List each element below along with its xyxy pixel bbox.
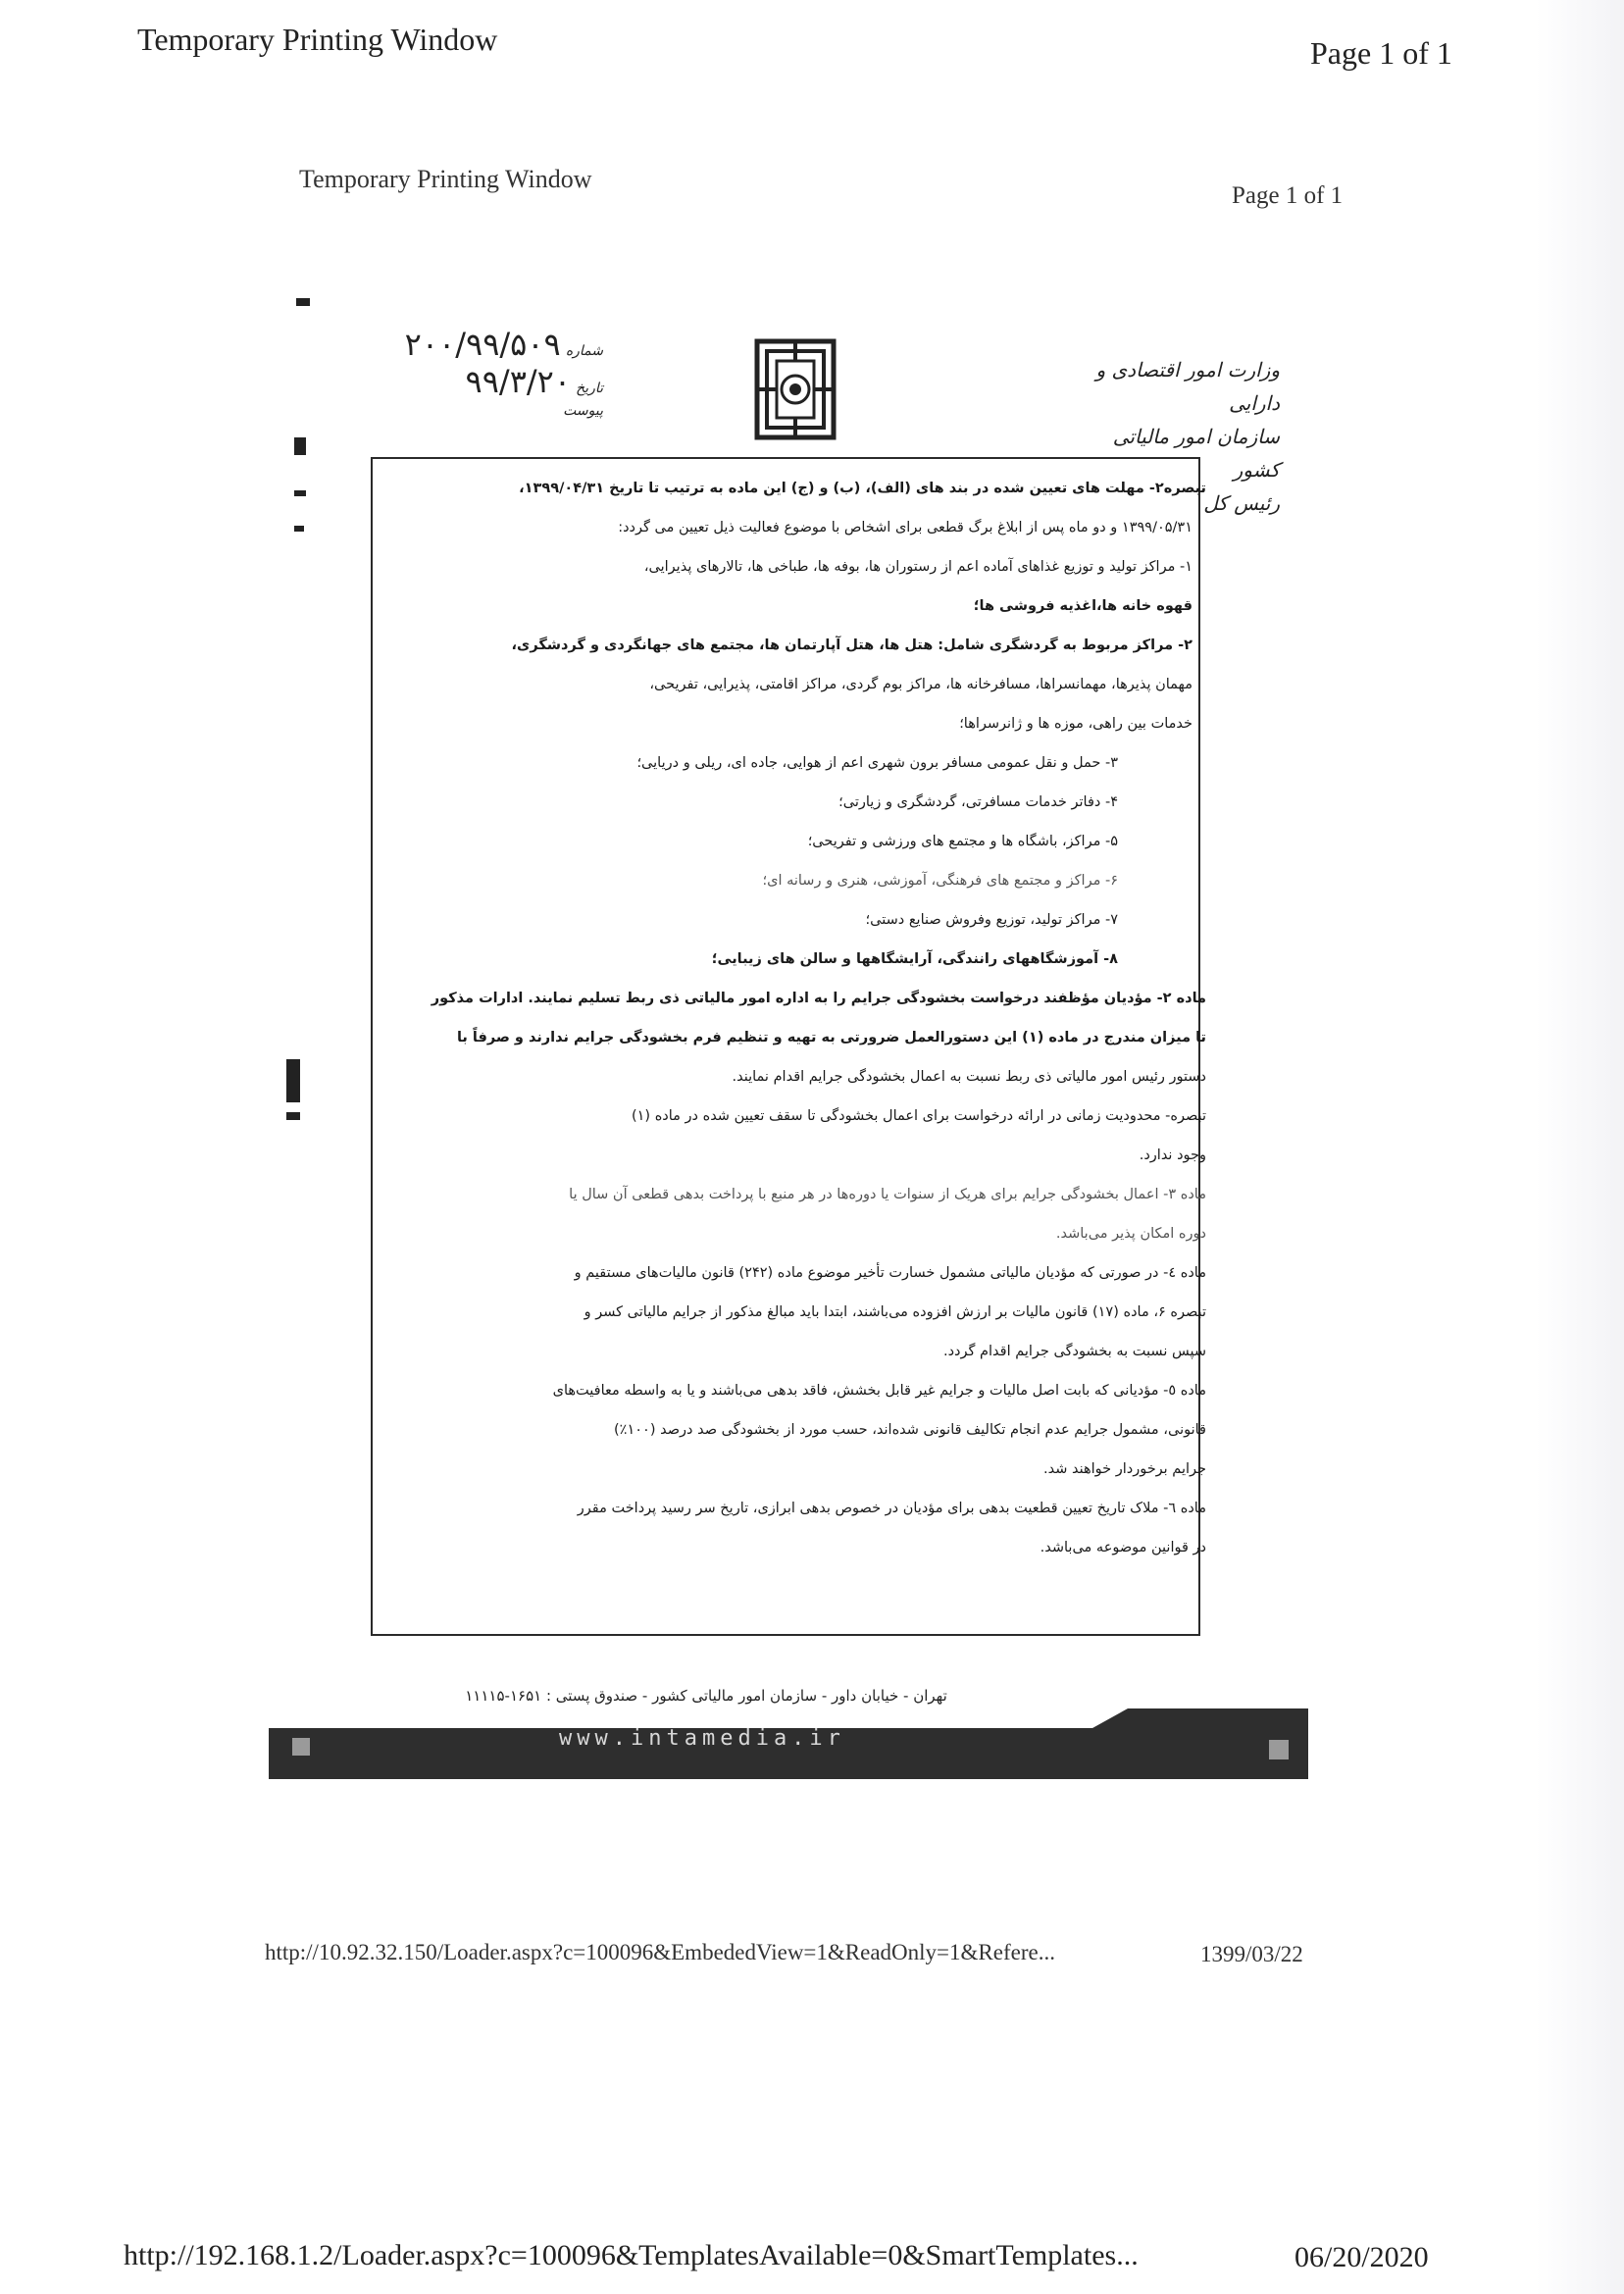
body-line: خدمات بین راهی، موزه ها و ژانرسراها؛ — [959, 716, 1193, 732]
outer-footer-date: 06/20/2020 — [1294, 2241, 1429, 2273]
reference-date: ۹۹/۳/۲۰ — [465, 363, 572, 400]
scan-mark — [286, 1059, 300, 1102]
body-line: در قوانین موضوعه می‌باشد. — [1040, 1540, 1206, 1555]
body-line: ماده ۲- مؤدیان مؤظفند درخواست بخشودگی جرایم را به اداره امور مالیاتی ذی ربط تسلیم نمایند. ادارات مذکور — [431, 991, 1206, 1006]
body-line: ۶- مراکز و مجتمع های فرهنگی، آموزشی، هنری و رسانه ای؛ — [762, 873, 1118, 889]
body-line: تبصره ۶، ماده (۱۷) قانون مالیات بر ارزش افزوده می‌باشند، ابتدا باید مبالغ مذکور از جرایم مالیاتی کسر و — [584, 1304, 1206, 1320]
letterhead-title: رئیس کل — [1203, 491, 1280, 515]
scan-mark — [294, 437, 306, 455]
inner-header-title: Temporary Printing Window — [299, 165, 592, 193]
body-line: تا میزان مندرج در ماده (۱) این دستورالعمل ضرورتی به تهیه و تنظیم فرم بخشودگی جرایم ندارند و صرفاً با — [456, 1030, 1206, 1045]
scan-mark — [288, 1116, 298, 1120]
body-line: ۷- مراکز تولید، توزیع وفروش صنایع دستی؛ — [865, 912, 1118, 928]
body-line: ۵- مراکز، باشگاه ها و مجتمع های ورزشی و تفریحی؛ — [807, 834, 1118, 849]
body-line: ۴- دفاتر خدمات مسافرتی، گردشگری و زیارتی؛ — [838, 794, 1118, 810]
outer-header-title: Temporary Printing Window — [137, 22, 498, 57]
body-line: تبصره۲- مهلت های تعیین شده در بند های (الف)، (ب) و (ج) این ماده به ترتیب تا تاریخ ۱۳۹۹/۰۴/۳۱، — [519, 481, 1206, 496]
outer-footer-url: http://192.168.1.2/Loader.aspx?c=100096&TemplatesAvailable=0&SmartTemplates... — [124, 2239, 1139, 2271]
body-line: تبصره- محدودیت زمانی در ارائه درخواست برای اعمال بخشودگی تا سقف تعیین شده در ماده (۱) — [631, 1108, 1206, 1124]
body-line: ماده ٦- ملاک تاریخ تعیین قطعیت بدهی برای مؤدیان در خصوص بدهی ابرازی، تاریخ سر رسید پرداخت مقرر — [577, 1501, 1206, 1516]
outer-header-page: Page 1 of 1 — [1310, 35, 1452, 71]
reference-attachment-label: پیوست — [563, 403, 603, 419]
inner-footer-date: 1399/03/22 — [1200, 1942, 1303, 1966]
body-line: سپس نسبت به بخشودگی جرایم اقدام گردد. — [942, 1344, 1206, 1359]
reference-block — [378, 326, 603, 419]
body-line: جرایم برخوردار خواهند شد. — [1043, 1461, 1206, 1477]
footer-address: تهران - خیابان داور - سازمان امور مالیاتی کشور - صندوق پستی : ۱۶۵۱-۱۱۱۱۵ — [465, 1687, 947, 1705]
body-line: ۲- مراکز مربوط به گردشگری شامل: هتل ها، هتل آپارتمان ها، مجتمع های جهانگردی و گردشگری، — [511, 637, 1193, 653]
body-line: ماده ٥- مؤدیانی که بابت اصل مالیات و جرایم غیر قابل بخشش، فاقد بدهی می‌باشند و یا به واسطه معافیت‌های — [552, 1383, 1206, 1399]
footer-website: www.intamedia.ir — [559, 1726, 845, 1751]
reference-date-label: تاریخ — [576, 381, 603, 396]
body-line: قهوه خانه ها،اغذیه فروشی ها؛ — [973, 598, 1193, 614]
scan-mark — [294, 490, 306, 496]
letterhead-organization: سازمان امور مالیاتی کشور — [1112, 425, 1280, 482]
body-line: ماده ۳- اعمال بخشودگی جرایم برای هریک از سنوات یا دوره‌ها در هر منبع با پرداخت بدهی قطعی آن سال یا — [569, 1187, 1206, 1202]
body-line: وجود ندارد. — [1139, 1147, 1206, 1163]
inner-header-page: Page 1 of 1 — [1232, 182, 1344, 209]
body-line: ۱- مراکز تولید و توزیع غذاهای آماده اعم از رستوران ها، بوفه ها، طباخی ها، تالارهای پذیرایی، — [643, 559, 1193, 575]
body-line: ماده ٤- در صورتی که مؤدیان مالیاتی مشمول خسارت تأخیر موضوع ماده (۲۴۲) قانون مالیات‌های مستقیم و — [574, 1265, 1206, 1281]
body-text — [368, 469, 1206, 1567]
body-line: ۱۳۹۹/۰۵/۳۱ و دو ماه پس از ابلاغ برگ قطعی برای اشخاص با موضوع فعالیت ذیل تعیین می گردد: — [618, 520, 1193, 535]
body-line: مهمان پذیرها، مهمانسراها، مسافرخانه ها، مراکز بوم گردی، مراکز اقامتی، پذیرایی، تفریحی، — [649, 677, 1193, 692]
organization-emblem-icon — [751, 335, 839, 443]
scan-mark — [294, 526, 304, 532]
inner-footer-url: http://10.92.32.150/Loader.aspx?c=100096&EmbededView=1&ReadOnly=1&Refere... — [265, 1940, 1055, 1964]
scan-mark — [296, 298, 310, 306]
body-line: دستور رئیس امور مالیاتی ذی ربط نسبت به اعمال بخشودگی جرایم اقدام نمایند. — [732, 1069, 1206, 1085]
body-line: ۸- آموزشگاههای رانندگی، آرایشگاهها و سالن های زیبایی؛ — [711, 951, 1118, 967]
reference-number-label: شماره — [565, 343, 603, 359]
body-line: دوره امکان پذیر می‌باشد. — [1055, 1226, 1206, 1242]
body-line: ۳- حمل و نقل عمومی مسافر برون شهری اعم از هوایی، جاده ای، ریلی و دریایی؛ — [636, 755, 1118, 771]
letterhead-ministry: وزارت امور اقتصادی و دارایی — [1095, 358, 1280, 415]
reference-number: ۲۰۰/۹۹/۵۰۹ — [404, 326, 561, 363]
body-line: قانونی، مشمول جرایم عدم انجام تکالیف قانونی شده‌اند، حسب مورد از بخشودگی صد درصد (۱۰۰٪) — [614, 1422, 1206, 1438]
scan-shadow — [1536, 0, 1624, 2294]
